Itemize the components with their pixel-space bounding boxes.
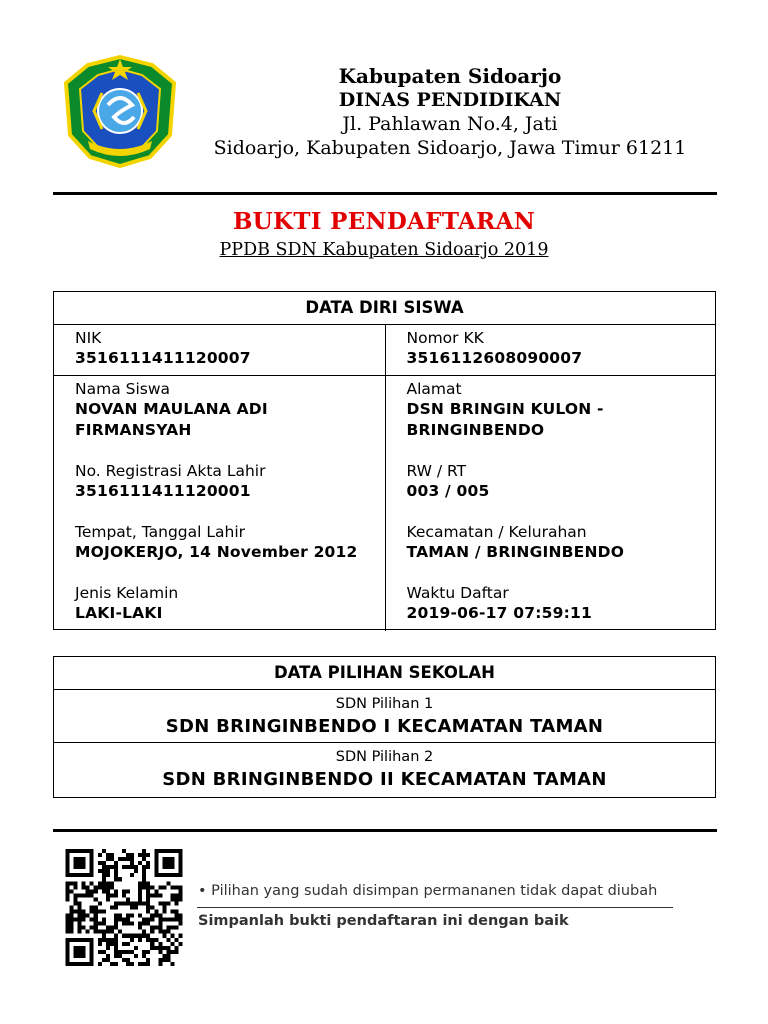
waktu-daftar-label: Waktu Daftar bbox=[406, 584, 509, 602]
jk-value: LAKI-LAKI bbox=[75, 604, 163, 622]
document-title: BUKTI PENDAFTARAN bbox=[232, 208, 536, 235]
ttl-value: MOJOKERJO, 14 November 2012 bbox=[75, 543, 358, 561]
footer-divider bbox=[53, 829, 717, 832]
pilihan-heading: DATA PILIHAN SEKOLAH bbox=[54, 657, 715, 690]
kk-label: Nomor KK bbox=[406, 329, 484, 347]
rwrt-label: RW / RT bbox=[406, 462, 467, 480]
data-diri-row-details bbox=[54, 376, 715, 631]
pilihan-2-label: SDN Pilihan 2 bbox=[335, 749, 434, 765]
nik-label: NIK bbox=[75, 329, 102, 347]
pilihan-sekolah-table bbox=[53, 656, 716, 798]
alamat-value-line-2: BRINGINBENDO bbox=[406, 421, 545, 439]
data-diri-heading: DATA DIRI SISWA bbox=[54, 292, 715, 325]
akta-label: No. Registrasi Akta Lahir bbox=[75, 462, 266, 480]
data-diri-row-ids bbox=[54, 325, 715, 376]
nik-value: 3516111411120007 bbox=[75, 349, 251, 367]
header-address-line-1: Jl. Pahlawan No.4, Jati bbox=[342, 113, 558, 135]
qr-code-icon bbox=[63, 849, 185, 966]
footer-note-keep: Simpanlah bukti pendaftaran ini dengan baik bbox=[198, 913, 569, 929]
header-dinas: DINAS PENDIDIKAN bbox=[338, 89, 562, 111]
header-divider bbox=[53, 192, 717, 195]
header-kabupaten: Kabupaten Sidoarjo bbox=[338, 64, 562, 88]
nama-label: Nama Siswa bbox=[75, 380, 171, 398]
document-subtitle: PPDB SDN Kabupaten Sidoarjo 2019 bbox=[219, 240, 549, 260]
ttl-label: Tempat, Tanggal Lahir bbox=[75, 523, 246, 541]
jk-label: Jenis Kelamin bbox=[75, 584, 179, 602]
pilihan-1-value: SDN BRINGINBENDO I KECAMATAN TAMAN bbox=[165, 716, 604, 737]
alamat-label: Alamat bbox=[406, 380, 462, 398]
right-details-cell bbox=[385, 376, 716, 631]
data-diri-table bbox=[53, 291, 716, 630]
nama-value-line-2: FIRMANSYAH bbox=[75, 421, 192, 439]
kk-cell bbox=[385, 325, 716, 375]
nama-value-line-1: NOVAN MAULANA ADI bbox=[75, 400, 268, 418]
akta-value: 3516111411120001 bbox=[75, 482, 251, 500]
kabupaten-sidoarjo-logo bbox=[58, 53, 182, 169]
left-details-cell bbox=[54, 376, 385, 631]
kk-value: 3516112608090007 bbox=[406, 349, 583, 367]
header-address-line-2: Sidoarjo, Kabupaten Sidoarjo, Jawa Timur 61211 bbox=[213, 137, 687, 159]
pilihan-row-1 bbox=[54, 690, 715, 743]
alamat-value-line-1: DSN BRINGIN KULON - bbox=[406, 400, 604, 418]
pilihan-1-label: SDN Pilihan 1 bbox=[335, 696, 434, 712]
waktu-daftar-value: 2019-06-17 07:59:11 bbox=[406, 604, 592, 622]
kecamatan-label: Kecamatan / Kelurahan bbox=[406, 523, 587, 541]
nik-cell bbox=[54, 325, 385, 375]
pilihan-2-value: SDN BRINGINBENDO II KECAMATAN TAMAN bbox=[162, 769, 607, 790]
kecamatan-value: TAMAN / BRINGINBENDO bbox=[406, 543, 625, 561]
rwrt-value: 003 / 005 bbox=[406, 482, 490, 500]
footer-note-permanent: • Pilihan yang sudah disimpan permananen tidak dapat diubah bbox=[198, 883, 658, 899]
footer-note-divider bbox=[197, 907, 673, 908]
pilihan-row-2 bbox=[54, 743, 715, 796]
